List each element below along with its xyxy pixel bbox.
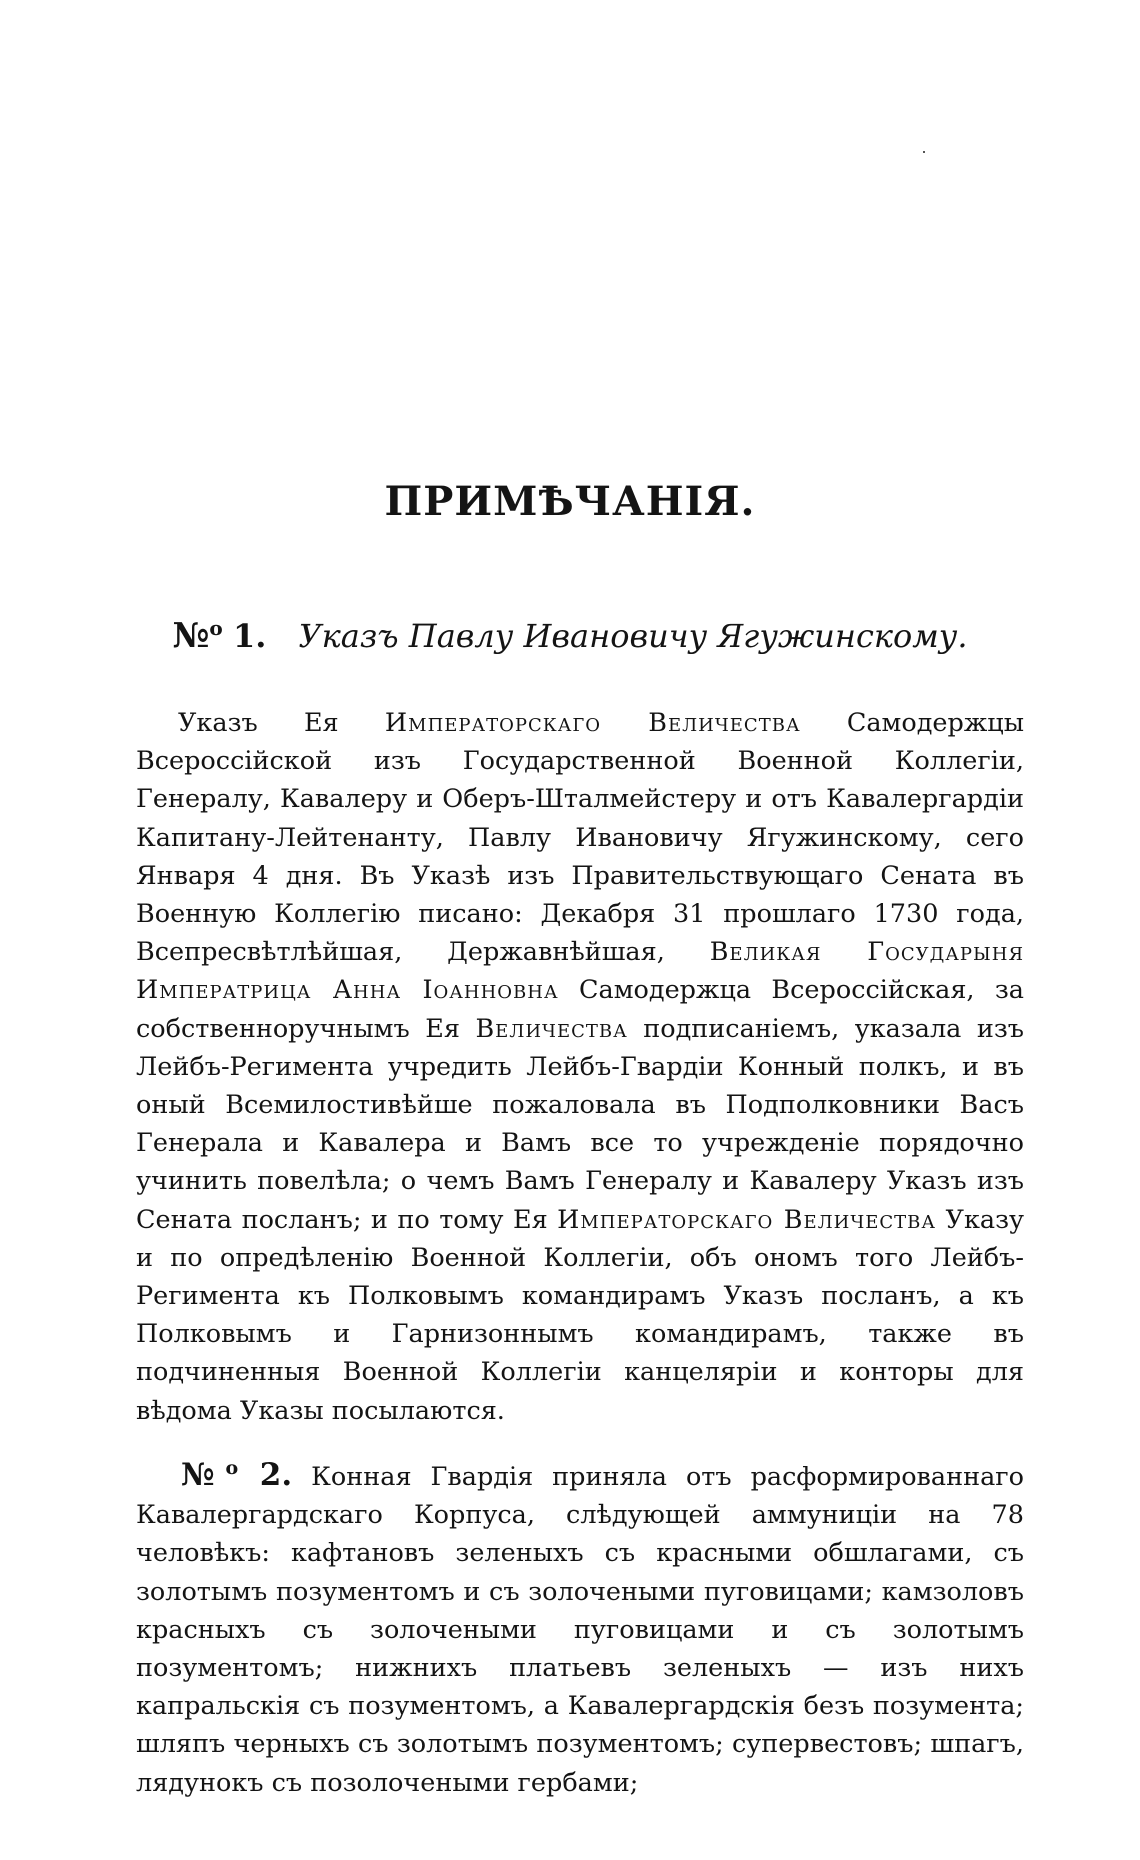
note-2-number: №$^о$ 2.	[170, 1457, 293, 1493]
note-1-number-sign: №$^о$	[172, 616, 223, 656]
note-1-title: Указъ Павлу Ивановичу Ягужинскому.	[298, 617, 968, 655]
note-1-body: Указъ Ея Императорскаго Величества Самодержцы Всероссійской изъ Государственной Военной Коллегіи, Генералу, Кавалеру и Оберъ-Шталмейстеру и отъ Кавалергардіи Капитану-Лейтенанту, Павлу Ивановичу Ягужинскому, сего Января 4 дня. Въ Указѣ изъ Правительствующаго Сената въ Военную Коллегію писано: Декабря 31 прошлаго 1730 года, Всепресвѣтлѣйшая, Державнѣйшая, Великая Государыня Императрица Анна Іоанновна Самодержца Всероссійская, за собственноручнымъ Ея Величества подписаніемъ, указала изъ Лейбъ-Регимента учредить Лейбъ-Гвардіи Конный полкъ, и въ оный Всемилостивѣйше пожаловала въ Подполковники Васъ Генерала и Кавалера и Вамъ все то учрежденіе порядочно учинить повелѣла; о чемъ Вамъ Генералу и Кавалеру Указъ изъ Сената посланъ; и по тому Ея Императорскаго Величества Указу и по опредѣленію Военной Коллегіи, объ ономъ того Лейбъ-Регимента къ Полковымъ командирамъ Указъ посланъ, а къ Полковымъ и Гарнизоннымъ командирамъ, также въ подчиненныя Военной Коллегіи канцеляріи и конторы для вѣдома Указы посылаются.	[136, 708, 1024, 1426]
note-2-body	[136, 1449, 1024, 1802]
note-2-text: Конная Гвардія приняла отъ расформированнаго Кавалергардскаго Корпуса, слѣдующей аммуниціи на 78 человѣкъ: кафтановъ зеленыхъ съ красными обшлагами, съ золотымъ позументомъ и съ золочеными пуговицами; камзоловъ красныхъ съ золочеными пуговицами и съ золотымъ позументомъ; нижнихъ платьевъ зеленыхъ — изъ нихъ капральскія съ позументомъ, а Кавалергардскія безъ позумента; шляпъ черныхъ съ золотымъ позументомъ; супервестовъ; шпагъ, лядунокъ съ позолочеными гербами;	[136, 1462, 1025, 1798]
note-1-number: 1.	[232, 617, 267, 655]
note-1-heading	[0, 616, 1140, 656]
print-speck	[923, 151, 925, 153]
page-title: ПРИМѢЧАНІЯ.	[384, 478, 756, 525]
